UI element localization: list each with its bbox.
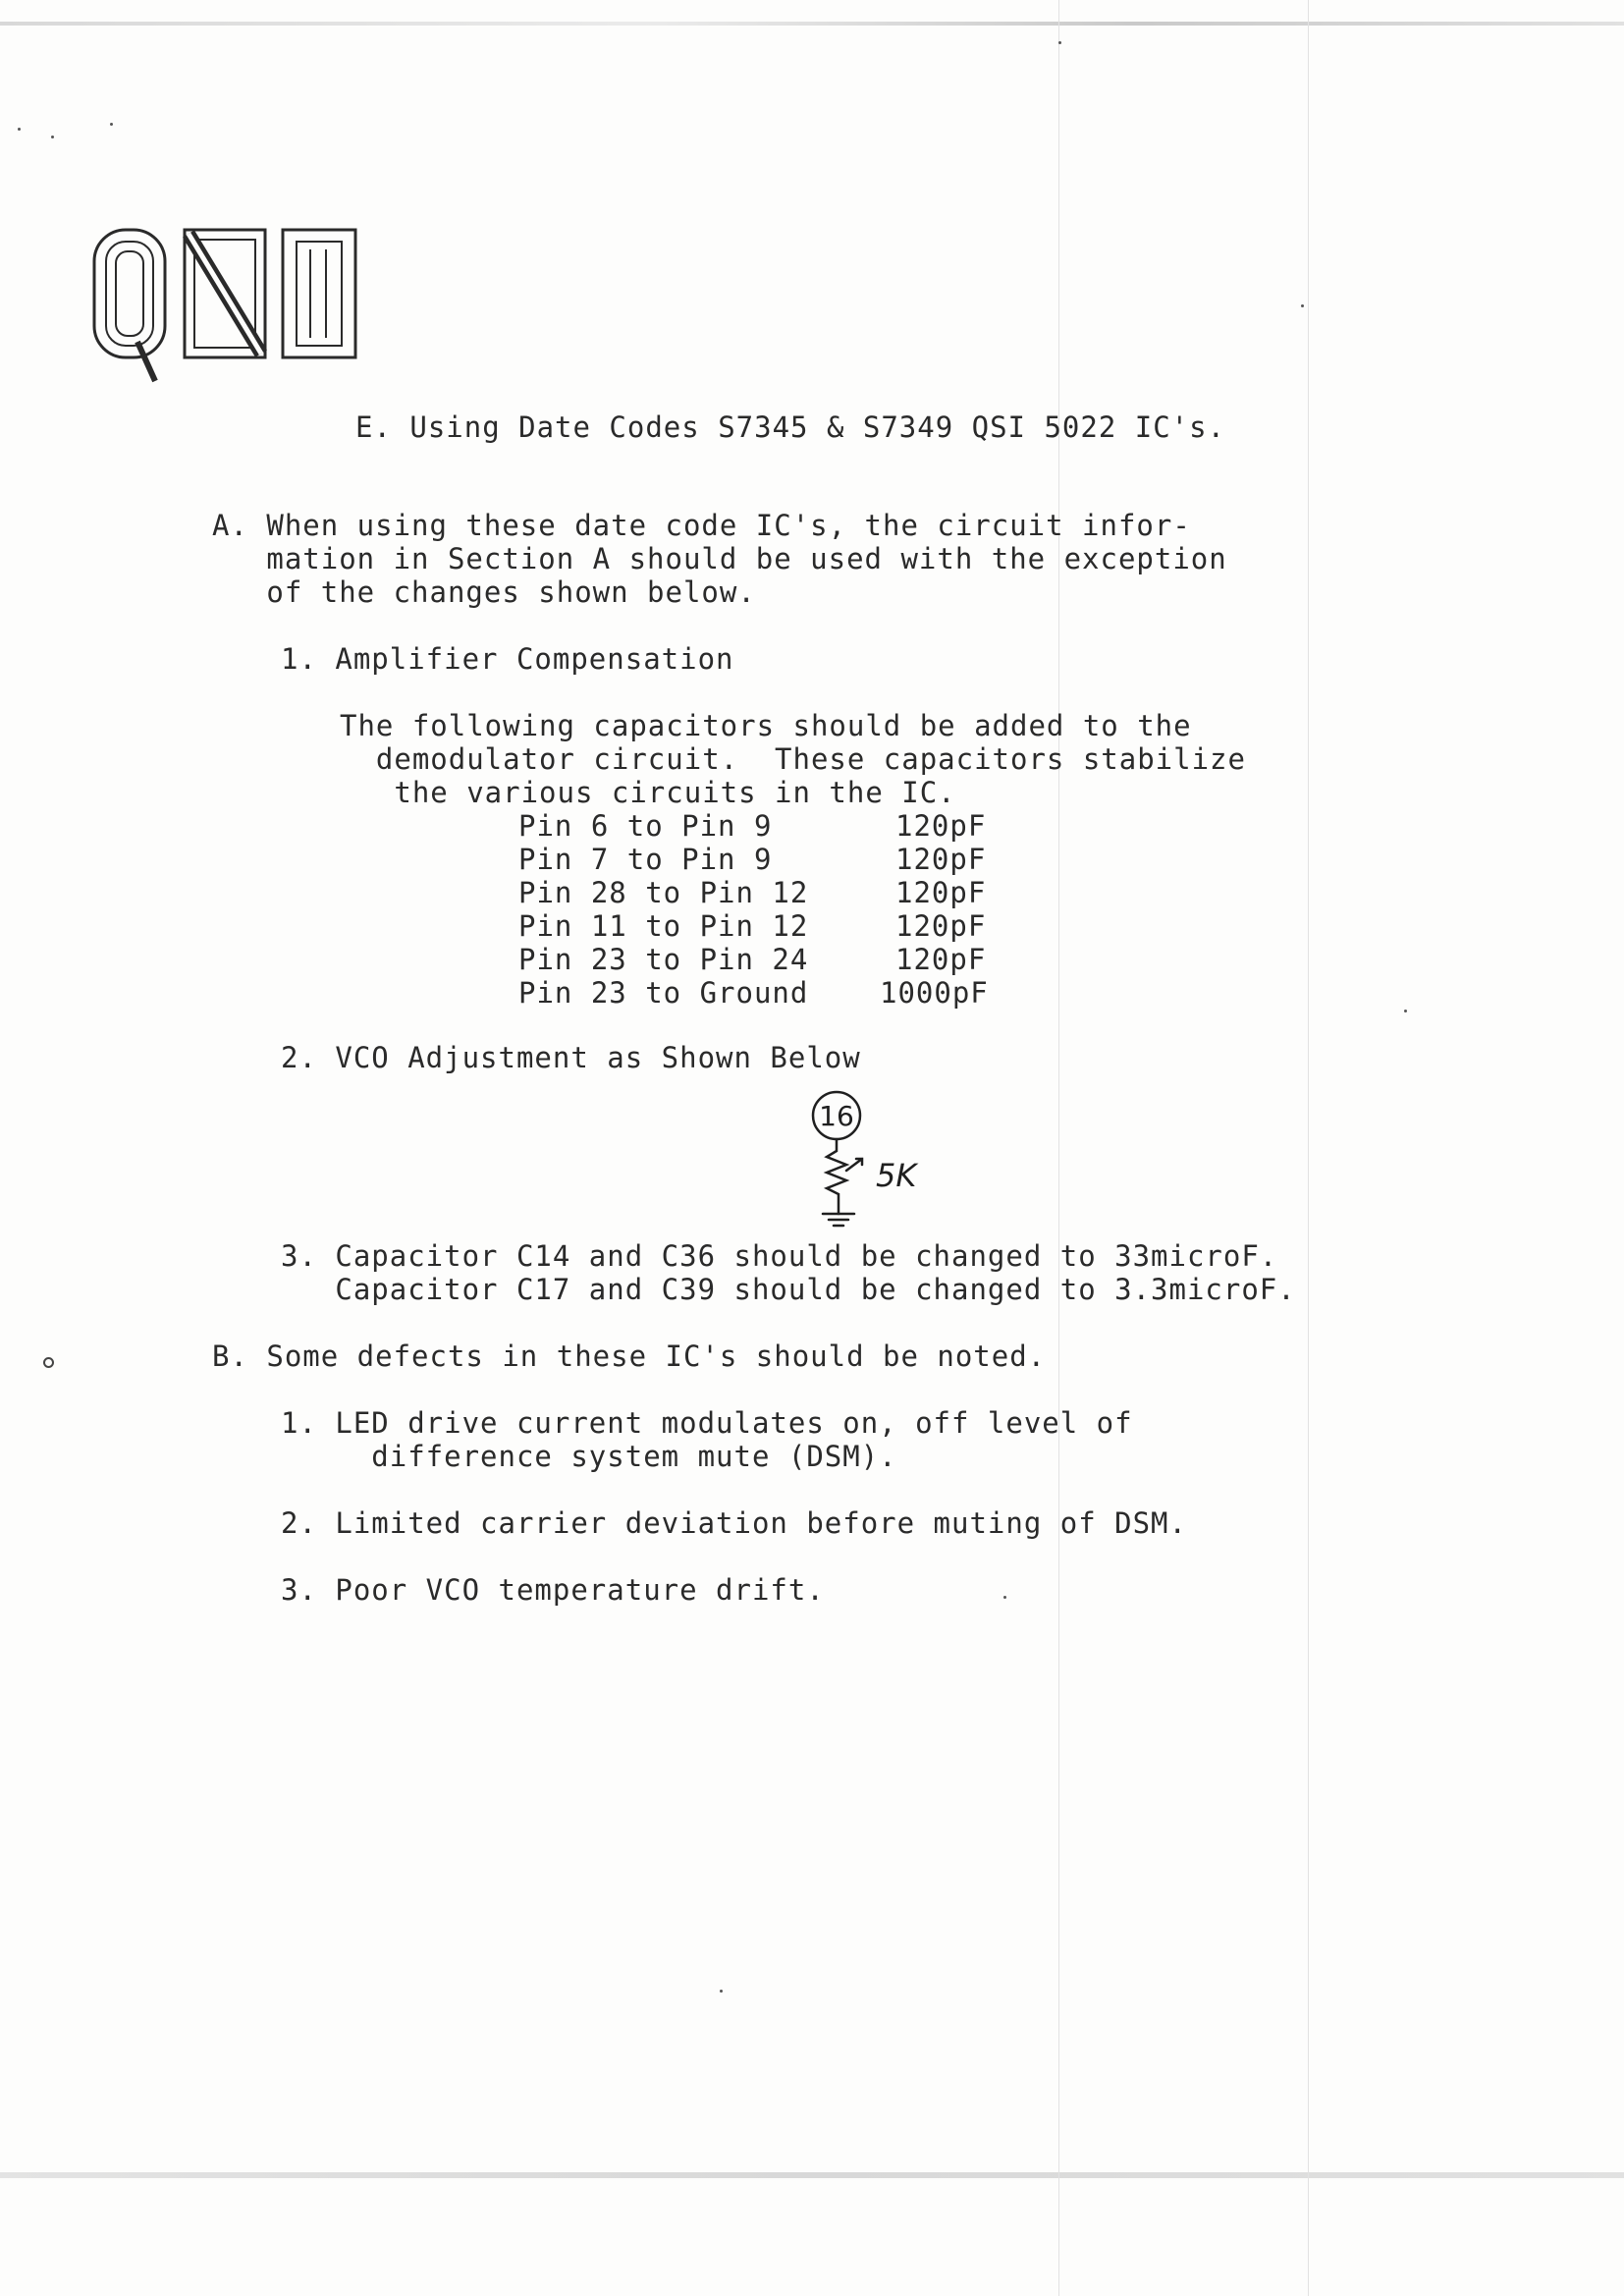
section-b-heading: B. Some defects in these IC's should be noted. [212, 1339, 1047, 1373]
item-1-heading: 1. Amplifier Compensation [281, 642, 734, 676]
sketch-pin-label: 16 [819, 1100, 854, 1132]
item-3-line: 3. Capacitor C14 and C36 should be changed to 33microF. [281, 1239, 1278, 1273]
defect-line: 2. Limited carrier deviation before muting of DSM. [281, 1506, 1187, 1540]
item-1-intro-line: The following capacitors should be added to the [340, 709, 1192, 742]
capacitor-value: 1000pF [880, 976, 989, 1010]
item-1-intro-line: demodulator circuit. These capacitors stabilize [340, 742, 1246, 776]
scan-speck [43, 1357, 54, 1368]
scan-speck [1404, 1010, 1407, 1012]
capacitor-value: 120pF [895, 843, 987, 876]
section-a-line: of the changes shown below. [212, 575, 756, 609]
capacitor-pins: Pin 11 to Pin 12 [518, 909, 809, 943]
item-1-intro-line: the various circuits in the IC. [340, 776, 956, 809]
scan-speck [1301, 304, 1304, 307]
capacitor-pins: Pin 28 to Pin 12 [518, 876, 809, 909]
scan-crease [1308, 0, 1309, 2296]
capacitor-pins: Pin 23 to Ground [518, 976, 809, 1010]
scan-speck [110, 123, 113, 126]
scan-speck [18, 128, 21, 131]
scan-speck [720, 1990, 723, 1993]
document-title: E. Using Date Codes S7345 & S7349 QSI 5022 IC's. [355, 410, 1226, 444]
capacitor-pins: Pin 23 to Pin 24 [518, 943, 809, 976]
scan-edge-top [0, 22, 1624, 26]
section-a-line: mation in Section A should be used with the exception [212, 542, 1227, 575]
handwritten-resistor-sketch [795, 1090, 972, 1237]
sketch-value-label: 5K [876, 1157, 917, 1194]
capacitor-value: 120pF [895, 876, 987, 909]
capacitor-pins: Pin 7 to Pin 9 [518, 843, 773, 876]
item-2-heading: 2. VCO Adjustment as Shown Below [281, 1041, 861, 1074]
scan-speck [51, 136, 54, 138]
defect-line: 3. Poor VCO temperature drift. [281, 1573, 825, 1607]
defect-line: difference system mute (DSM). [281, 1440, 897, 1473]
capacitor-value: 120pF [895, 943, 987, 976]
scan-speck [1058, 41, 1061, 44]
section-a-line: A. When using these date code IC's, the circuit infor- [212, 509, 1191, 542]
capacitor-pins: Pin 6 to Pin 9 [518, 809, 773, 843]
scan-crease [1058, 0, 1059, 2296]
scan-edge-bottom [0, 2172, 1624, 2178]
capacitor-value: 120pF [895, 809, 987, 843]
item-3-line: Capacitor C17 and C39 should be changed to 3.3microF. [281, 1273, 1296, 1306]
capacitor-value: 120pF [895, 909, 987, 943]
defect-line: 1. LED drive current modulates on, off level of [281, 1406, 1133, 1440]
qsi-logo [90, 224, 365, 391]
scan-speck [1003, 1596, 1006, 1599]
